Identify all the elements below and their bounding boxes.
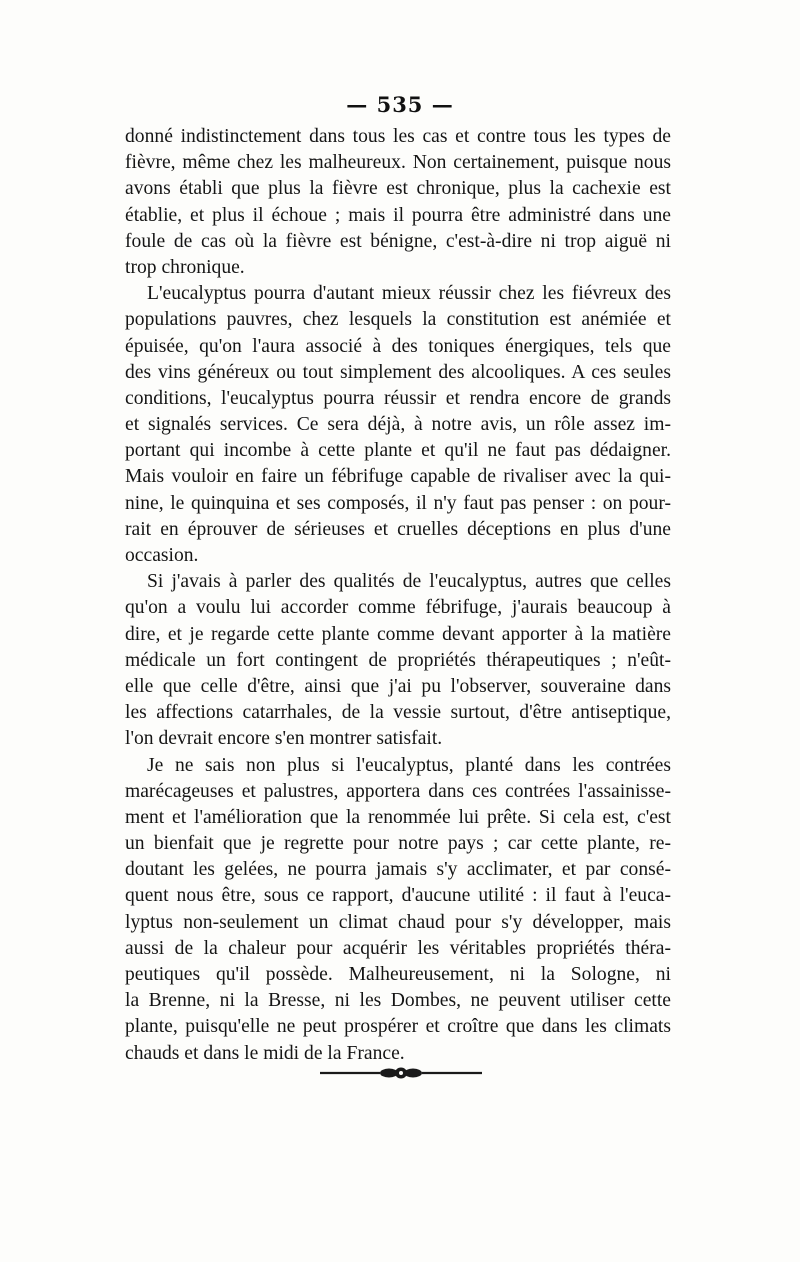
text-line: conditions, l'eucalyptus pourra réussir et rendra encore de grands xyxy=(125,387,671,409)
text-line: marécageuses et palustres, apportera dans ces contrées l'assainisse- xyxy=(125,780,671,802)
page-number: — 535 — xyxy=(346,92,454,117)
text-line: avons établi que plus la fièvre est chronique, plus la cachexie est xyxy=(125,178,671,200)
paragraph-3 xyxy=(125,569,671,752)
text-line: établie, et plus il échoue ; mais il pourra être administré dans une xyxy=(125,204,671,226)
text-line: Mais vouloir en faire un fébrifuge capable de rivaliser avec la qui- xyxy=(125,466,671,488)
text-line: et signalés services. Ce sera déjà, à notre avis, un rôle assez im- xyxy=(125,414,671,436)
text-line: peutiques qu'il possède. Malheureusement, ni la Sologne, ni xyxy=(125,964,671,985)
text-line: les affections catarrhales, de la vessie surtout, d'être antiseptique, xyxy=(125,702,671,724)
text-line: plante, puisqu'elle ne peut prospérer et croître que dans les climats xyxy=(125,1016,671,1038)
text-line: foule de cas où la fièvre est bénigne, c'est-à-dire ni trop aiguë ni xyxy=(125,230,671,252)
text-line: ment et l'amélioration que la renommée lui prête. Si cela est, c'est xyxy=(125,806,671,828)
paragraph-2 xyxy=(125,281,671,569)
text-line: occasion. xyxy=(125,545,199,566)
text-line: un bienfait que je regrette pour notre pays ; car cette plante, re- xyxy=(125,833,671,855)
text-line: aussi de la chaleur pour acquérir les véritables propriétés théra- xyxy=(125,937,671,959)
text-line: portant qui incombe à cette plante et qu'il ne faut pas dédaigner. xyxy=(125,440,671,462)
text-line: populations pauvres, chez lesquels la constitution est anémiée et xyxy=(125,309,671,331)
text-line: la Brenne, ni la Bresse, ni les Dombes, ne peuvent utiliser cette xyxy=(125,990,671,1012)
text-line: des vins généreux ou tout simplement des alcooliques. A ces seules xyxy=(125,361,671,383)
body-text xyxy=(125,124,671,1067)
end-ornament-icon xyxy=(318,1064,484,1082)
paragraph-4 xyxy=(125,753,671,1067)
text-line: l'on devrait encore s'en montrer satisfait. xyxy=(125,728,443,750)
text-line: Si j'avais à parler des qualités de l'eucalyptus, autres que celles xyxy=(147,571,671,593)
text-line: qu'on a voulu lui accorder comme fébrifuge, j'aurais beaucoup à xyxy=(125,597,671,619)
text-line: donné indistinctement dans tous les cas et contre tous les types de xyxy=(125,126,671,147)
paragraph-1 xyxy=(125,124,671,281)
text-line: doutant les gelées, ne pourra jamais s'y acclimater, et par consé- xyxy=(125,859,671,881)
text-line: rait en éprouver de sérieuses et cruelles déceptions en plus d'une xyxy=(125,518,671,540)
text-line: nine, le quinquina et ses composés, il n'y faut pas penser : on pour- xyxy=(125,492,671,514)
text-line: trop chronique. xyxy=(125,256,245,278)
text-line: lyptus non-seulement un climat chaud pour s'y développer, mais xyxy=(125,911,671,933)
text-line: fièvre, même chez les malheureux. Non certainement, puisque nous xyxy=(125,152,671,174)
text-line: médicale un fort contingent de propriétés thérapeutiques ; n'eût- xyxy=(125,649,671,671)
text-line: Je ne sais non plus si l'eucalyptus, planté dans les contrées xyxy=(147,754,671,776)
text-line: elle que celle d'être, ainsi que j'ai pu l'observer, souveraine dans xyxy=(125,675,671,697)
text-line: L'eucalyptus pourra d'autant mieux réussir chez les fiévreux des xyxy=(147,283,671,305)
text-line: épuisée, qu'on l'aura associé à des toniques énergiques, tels que xyxy=(125,335,671,357)
text-line: quent nous être, sous ce rapport, d'aucune utilité : il faut à l'euca- xyxy=(125,885,671,907)
text-line: dire, et je regarde cette plante comme devant apporter à la matière xyxy=(125,623,671,645)
text-line: chauds et dans le midi de la France. xyxy=(125,1042,405,1064)
